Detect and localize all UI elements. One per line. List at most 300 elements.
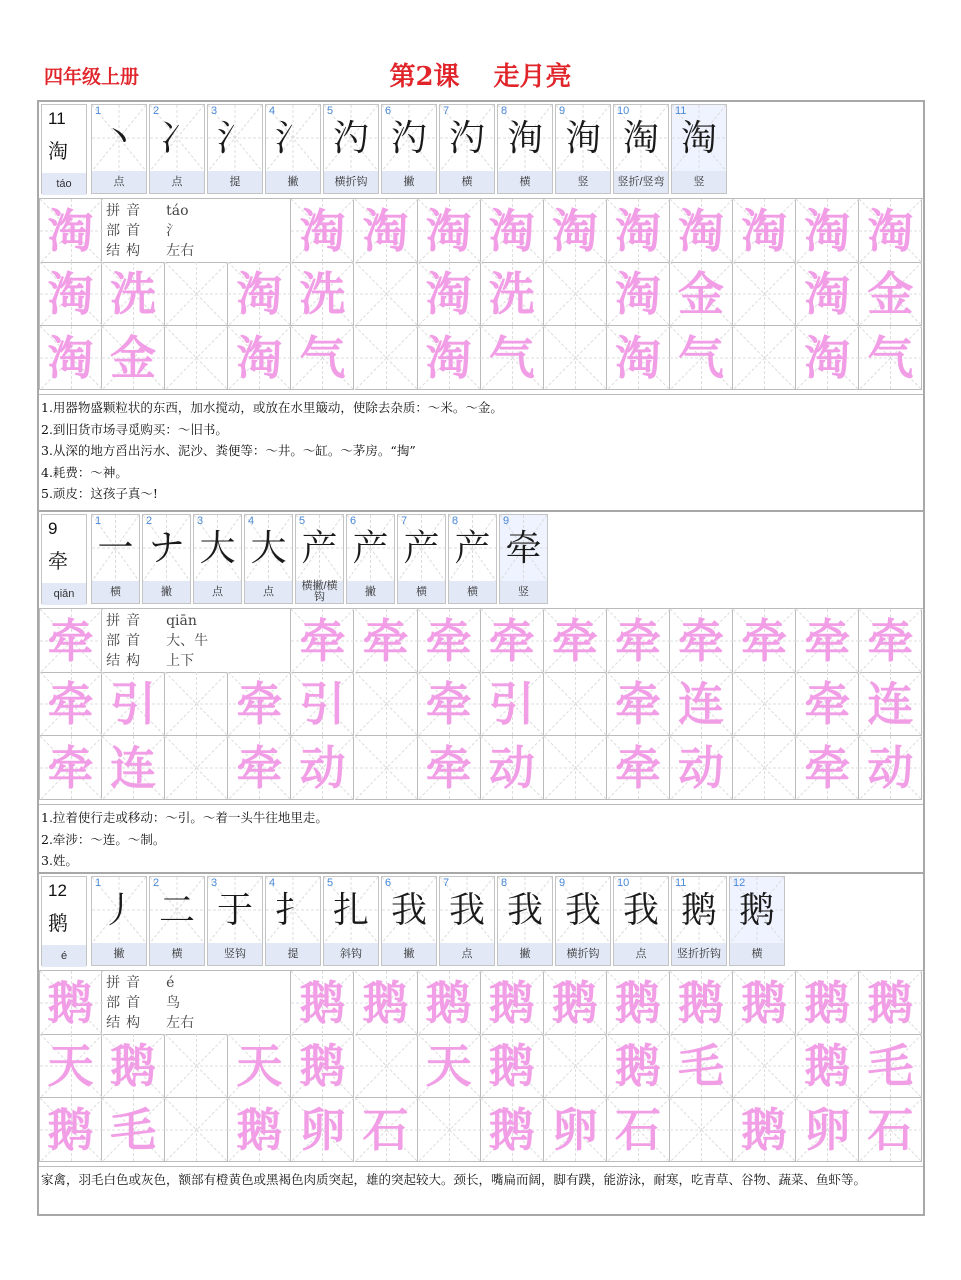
stroke-name: 斜钩 [324,943,378,965]
practice-character: 鹅 [741,976,788,1030]
stroke-step-cell [497,104,553,194]
practice-character: 洗 [488,267,535,321]
practice-cell [607,736,670,800]
practice-character [165,1034,227,1097]
practice-cell [418,326,481,390]
stroke-glyph: 汋 [390,118,427,159]
practice-cell [355,971,418,1035]
practice-cell [355,1034,418,1098]
practice-character [165,262,227,325]
lesson-number: 第2课 [389,62,460,92]
practice-character: 淘 [551,204,598,258]
practice-cell [544,326,607,390]
stroke-box [245,515,292,581]
stroke-name: 点 [614,943,668,965]
meta-value: 鸟 [166,995,181,1011]
stroke-step-cell [149,876,205,966]
practice-cell [607,326,670,390]
stroke-number: 8 [501,877,508,889]
practice-character: 连 [867,677,914,731]
practice-cell [481,326,544,390]
stroke-box [672,105,726,171]
practice-cell [418,609,481,673]
stroke-number: 3 [211,877,218,889]
stroke-name: 点 [245,581,292,603]
page-title [0,56,961,93]
stroke-glyph: 氵 [216,118,253,159]
practice-cell [291,199,354,263]
stroke-box [150,877,204,943]
meta-value: 左右 [166,243,195,259]
stroke-step-cell [193,514,242,604]
practice-character [165,326,227,389]
meta-key: 部首 [106,995,147,1011]
stroke-box [347,515,394,581]
practice-cell [733,736,796,800]
practice-cell [481,971,544,1035]
stroke-step-cell [381,104,437,194]
practice-character [355,736,417,799]
stroke-box [382,877,436,943]
stroke-box [324,877,378,943]
practice-cell [355,326,418,390]
stroke-glyph: 大 [250,528,287,569]
stroke-step-cell [613,104,669,194]
stroke-number: 4 [269,877,276,889]
practice-cell [544,1034,607,1098]
stroke-name: 竖折/竖弯 [614,171,668,193]
practice-character: 卵 [551,1103,598,1157]
practice-character: 牵 [362,614,409,668]
stroke-step-cell [555,104,611,194]
practice-character: 淘 [47,267,94,321]
stroke-number: 9 [559,877,566,889]
meta-value: qiān [166,613,197,629]
practice-cell [355,262,418,326]
practice-cell [670,262,733,326]
practice-cell [418,199,481,263]
practice-cell [796,326,859,390]
practice-character: 气 [678,331,725,385]
practice-cell [228,1034,291,1098]
stroke-name: 点 [194,581,241,603]
stroke-step-cell [295,514,344,604]
stroke-count: 11 [48,109,66,128]
practice-character [733,672,795,735]
stroke-glyph: ナ [148,528,185,569]
practice-cell [39,736,102,800]
definition-line: 3.姓。 [41,853,78,868]
stroke-step-cell [323,104,379,194]
practice-cell [544,736,607,800]
practice-character [418,1098,480,1161]
definitions [39,804,923,872]
practice-character [733,1034,795,1097]
definition-line: 1.用器物盛颗粒状的东西，加水搅动，或放在水里簸动，使除去杂质：～米。～金。 [41,400,503,415]
stroke-step-cell [729,876,785,966]
stroke-box [614,105,668,171]
practice-character: 牵 [867,614,914,668]
stroke-glyph: 产 [403,528,440,569]
stroke-glyph: 汋 [332,118,369,159]
practice-cell [607,1098,670,1162]
practice-cell [291,971,354,1035]
practice-cell [670,609,733,673]
stroke-name: 横折钩 [556,943,610,965]
practice-character: 牵 [804,677,851,731]
meta-line [106,201,188,221]
stroke-box [614,877,668,943]
stroke-number: 5 [299,515,306,527]
practice-character: 鹅 [425,976,472,1030]
stroke-box [730,877,784,943]
practice-cell [39,672,102,736]
practice-character: 毛 [110,1103,157,1157]
practice-character: 牵 [425,741,472,795]
practice-character: 石 [867,1103,914,1157]
stroke-box [208,105,262,171]
practice-character: 淘 [804,267,851,321]
practice-character: 淘 [741,204,788,258]
stroke-name: 竖折折钩 [672,943,726,965]
practice-character [355,262,417,325]
stroke-number: 2 [153,105,160,117]
practice-character: 淘 [614,331,661,385]
stroke-glyph: 产 [301,528,338,569]
practice-cell [607,199,670,263]
stroke-box [194,515,241,581]
stroke-glyph: 丶 [100,118,137,159]
stroke-number: 10 [617,877,630,889]
stroke-step-cell [91,514,140,604]
practice-character: 金 [678,267,725,321]
stroke-number: 3 [197,515,204,527]
meta-line [106,651,194,671]
practice-character: 引 [488,677,535,731]
meta-key: 结构 [106,1015,147,1031]
stroke-number: 2 [146,515,153,527]
stroke-number: 7 [401,515,408,527]
practice-character: 鹅 [488,1103,535,1157]
meta-key: 结构 [106,243,147,259]
practice-character: 鹅 [678,976,725,1030]
practice-sheet [37,100,925,1216]
practice-character: 牵 [47,614,94,668]
stroke-step-cell [207,104,263,194]
practice-character: 淘 [804,331,851,385]
stroke-step-cell [91,876,147,966]
practice-cell [165,736,228,800]
stroke-box [440,877,494,943]
stroke-order-strip [39,874,923,968]
practice-cell [355,736,418,800]
practice-character [355,326,417,389]
definition-line: 3.从深的地方舀出污水、泥沙、粪便等：～井。～缸。～茅房。“掏” [41,443,416,458]
meta-key: 结构 [106,653,147,669]
practice-character: 鹅 [362,976,409,1030]
stroke-box [440,105,494,171]
practice-character: 气 [867,331,914,385]
practice-cell [39,1034,102,1098]
practice-cell [418,736,481,800]
stroke-number: 2 [153,877,160,889]
practice-cell [859,1098,922,1162]
stroke-glyph: 扌 [274,890,311,931]
practice-cell [670,736,733,800]
practice-cell [859,672,922,736]
stroke-name: 竖 [556,171,610,193]
stroke-box [398,515,445,581]
practice-cell [796,1098,859,1162]
practice-character: 天 [47,1039,94,1093]
practice-character: 鹅 [741,1103,788,1157]
stroke-glyph: 一 [97,528,134,569]
practice-cell [102,672,165,736]
practice-character: 淘 [47,331,94,385]
definition-line: 2.牵涉：～连。～制。 [41,831,166,847]
stroke-number: 8 [452,515,459,527]
character-glyph: 鹅 [48,911,68,935]
stroke-step-cell [555,876,611,966]
practice-cell [291,672,354,736]
practice-character: 鹅 [804,976,851,1030]
stroke-name: 点 [440,943,494,965]
stroke-name: 横 [498,171,552,193]
practice-cell [165,1098,228,1162]
practice-character: 气 [299,331,346,385]
practice-cell [796,609,859,673]
practice-cell [291,262,354,326]
meta-line [106,973,174,993]
practice-cell [418,672,481,736]
stroke-name: 横 [150,943,204,965]
practice-row [39,326,923,390]
practice-character: 鹅 [488,1039,535,1093]
stroke-box [92,105,146,171]
practice-cell [607,672,670,736]
meta-line [106,241,194,261]
practice-character: 牵 [614,741,661,795]
meta-key: 部首 [106,223,147,239]
practice-character: 牵 [299,614,346,668]
practice-cell [102,326,165,390]
practice-character: 牵 [47,677,94,731]
stroke-glyph: 大 [199,528,236,569]
practice-cell [544,971,607,1035]
practice-character: 鹅 [551,976,598,1030]
practice-character: 淘 [614,204,661,258]
practice-cell [481,262,544,326]
character-section [39,872,923,1216]
stroke-glyph: 汋 [448,118,485,159]
stroke-step-cell [149,104,205,194]
practice-character: 卵 [804,1103,851,1157]
practice-cell [291,736,354,800]
meta-key: 拼音 [106,975,147,991]
practice-cell [291,609,354,673]
stroke-number: 9 [503,515,510,527]
practice-character: 淘 [867,204,914,258]
stroke-box [556,877,610,943]
practice-cell [607,1034,670,1098]
practice-cell [859,262,922,326]
stroke-number: 11 [675,105,687,117]
practice-character: 鹅 [47,976,94,1030]
practice-cell [670,1034,733,1098]
stroke-name: 提 [266,943,320,965]
practice-character [733,262,795,325]
practice-character: 淘 [488,204,535,258]
practice-cell [228,262,291,326]
character-meta [102,609,291,673]
stroke-name: 撇 [382,943,436,965]
practice-character: 鹅 [614,1039,661,1093]
stroke-name: 横折钩 [324,171,378,193]
practice-cell [39,609,102,673]
definition-line: 4.耗费：～神。 [41,464,128,480]
practice-character: 天 [236,1039,283,1093]
stroke-name: 横 [398,581,445,603]
stroke-name: 横 [449,581,496,603]
practice-cell [670,672,733,736]
character-info-cell [41,104,87,194]
stroke-number: 8 [501,105,508,117]
practice-cell [544,199,607,263]
practice-cell [355,672,418,736]
stroke-number: 5 [327,877,334,889]
meta-key: 拼音 [106,613,147,629]
practice-character: 牵 [804,614,851,668]
stroke-count: 12 [48,881,67,900]
practice-character: 毛 [678,1039,725,1093]
practice-row [39,1034,923,1098]
practice-cell [481,736,544,800]
stroke-glyph: 鹅 [738,890,775,931]
definition-line: 2.到旧货市场寻觅购买：～旧书。 [41,421,228,437]
practice-cell [165,1034,228,1098]
practice-cell [670,1098,733,1162]
meta-key: 拼音 [106,203,147,219]
practice-character: 鹅 [299,976,346,1030]
practice-cell [355,609,418,673]
meta-value: táo [166,203,189,219]
practice-character: 动 [678,741,725,795]
practice-cell [291,1098,354,1162]
stroke-glyph: 我 [564,890,601,931]
practice-cell [102,736,165,800]
stroke-number: 1 [95,877,102,889]
practice-cell [733,1098,796,1162]
practice-character: 动 [867,741,914,795]
meta-value: 氵 [166,223,181,239]
stroke-box [296,515,343,581]
stroke-step-cell [499,514,548,604]
stroke-number: 6 [350,515,357,527]
practice-cell [670,199,733,263]
stroke-glyph: 鹅 [680,890,717,931]
practice-cell [670,326,733,390]
character-glyph: 淘 [48,139,68,163]
practice-character: 淘 [425,331,472,385]
practice-character: 气 [488,331,535,385]
meta-value: 上下 [166,653,195,669]
practice-cell [733,1034,796,1098]
pinyin-label: qiān [42,583,86,605]
stroke-number: 3 [211,105,218,117]
practice-character [544,326,606,389]
practice-character: 鹅 [614,976,661,1030]
practice-cell [165,262,228,326]
practice-cell [228,672,291,736]
practice-character: 鹅 [299,1039,346,1093]
stroke-count: 9 [48,519,58,538]
stroke-glyph: 淘 [622,118,659,159]
practice-character: 牵 [47,741,94,795]
stroke-number: 11 [675,877,687,889]
practice-cell [733,609,796,673]
practice-character [544,672,606,735]
practice-row [39,262,923,326]
practice-character: 鹅 [488,976,535,1030]
stroke-glyph: 我 [448,890,485,931]
practice-cell [733,262,796,326]
stroke-name: 点 [150,171,204,193]
meta-line [106,1013,194,1033]
pinyin-label: táo [42,173,86,195]
stroke-glyph: 产 [454,528,491,569]
practice-character: 淘 [362,204,409,258]
practice-character: 淘 [425,267,472,321]
practice-cell [859,971,922,1035]
practice-cell [859,1034,922,1098]
practice-cell [228,1098,291,1162]
stroke-box [143,515,190,581]
practice-cell [291,326,354,390]
stroke-glyph: 二 [158,890,195,931]
practice-character [733,736,795,799]
practice-character: 石 [614,1103,661,1157]
stroke-step-cell [671,104,727,194]
practice-character [165,1098,227,1161]
stroke-glyph: 我 [506,890,543,931]
character-meta [102,971,291,1035]
stroke-name: 横 [440,171,494,193]
meta-line [106,993,180,1013]
stroke-glyph: 牵 [505,528,542,569]
stroke-step-cell [613,876,669,966]
practice-character: 动 [488,741,535,795]
practice-character: 引 [110,677,157,731]
practice-character: 鹅 [804,1039,851,1093]
practice-cell [544,262,607,326]
stroke-box [92,877,146,943]
practice-character: 淘 [236,267,283,321]
stroke-box [150,105,204,171]
stroke-name: 横 [92,581,139,603]
stroke-step-cell [142,514,191,604]
stroke-number: 6 [385,877,392,889]
stroke-number: 9 [559,105,566,117]
practice-character [544,262,606,325]
definition-line: 1.拉着使行走或移动：～引。～着一头牛往地里走。 [41,810,328,825]
practice-cell [102,1098,165,1162]
stroke-box [92,515,139,581]
stroke-number: 4 [269,105,276,117]
practice-character: 洗 [299,267,346,321]
practice-character: 连 [678,677,725,731]
stroke-glyph: 我 [390,890,427,931]
stroke-step-cell [346,514,395,604]
